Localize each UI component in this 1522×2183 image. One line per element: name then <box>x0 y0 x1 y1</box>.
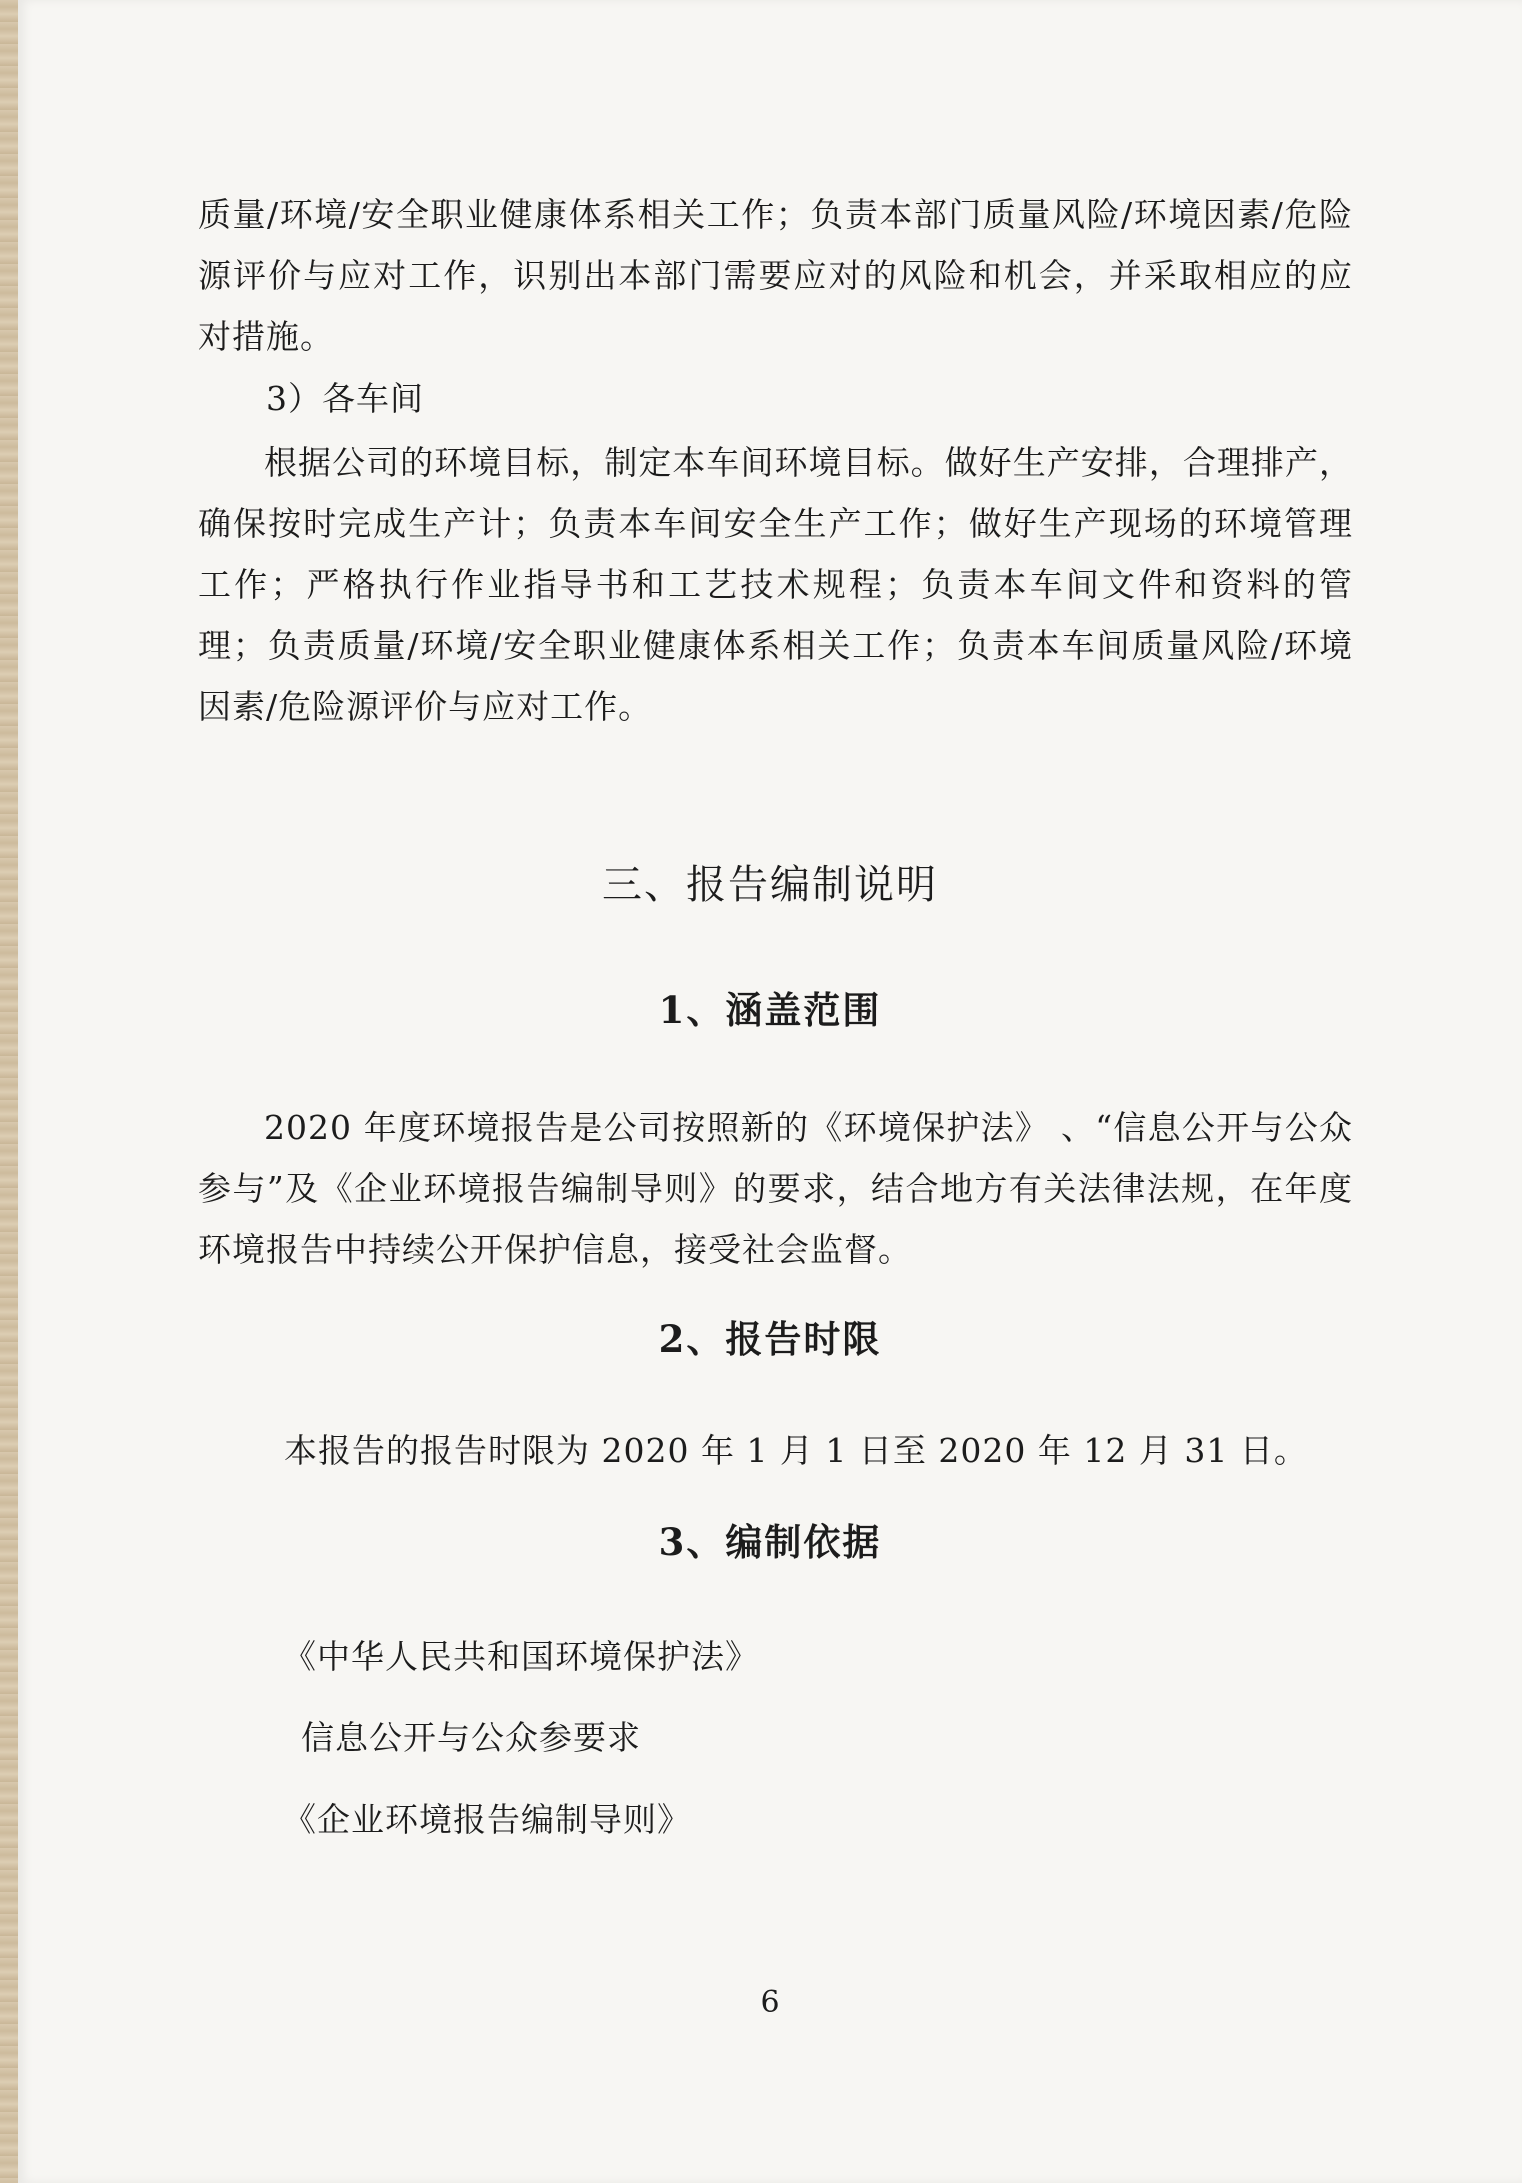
basis-item-environmental-protection-law: 《中华人民共和国环境保护法》 <box>283 1637 759 1676</box>
paragraph-workshop-responsibilities: 根据公司的环境目标，制定本车间环境目标。做好生产安排，合理排产，确保按时完成生产计；负责本车间安全生产工作；做好生产现场的环境管理工作；严格执行作业指导书和工艺技术规程；负责本车间文件和资料的管理；负责质量/环境/安全职业健康体系相关工作；负责本车间质量风险/环境因素/危险源评价与应对工作。 <box>198 443 1353 726</box>
paragraph-department-responsibilities: 质量/环境/安全职业健康体系相关工作；负责本部门质量风险/环境因素/危险源评价与应对工作，识别出本部门需要应对的风险和机会，并采取相应的应对措施。 <box>198 195 1353 356</box>
document-page <box>18 0 1522 2183</box>
basis-item-report-guidelines: 《企业环境报告编制导则》 <box>283 1800 691 1839</box>
subsection-title-scope: 1、涵盖范围 <box>658 988 882 1032</box>
section-title-report-preparation: 三、报告编制说明 <box>602 862 938 908</box>
item-3-workshop-label: 3）各车间 <box>266 379 424 418</box>
subsection-title-preparation-basis: 3、编制依据 <box>658 1520 882 1564</box>
page-number: 6 <box>760 1985 780 2020</box>
wood-background-edge <box>0 0 18 2183</box>
subsection-title-report-period: 2、报告时限 <box>658 1317 882 1361</box>
basis-item-information-disclosure: 信息公开与公众参要求 <box>301 1718 641 1757</box>
paragraph-scope: 2020 年度环境报告是公司按照新的《环境保护法》 、“信息公开与公众参与”及《企业环境报告编制导则》的要求，结合地方有关法律法规，在年度环境报告中持续公开保护信息，接受社会监督。 <box>198 1108 1353 1269</box>
paragraph-report-period: 本报告的报告时限为 2020 年 1 月 1 日至 2020 年 12 月 31 日。 <box>284 1431 1308 1470</box>
